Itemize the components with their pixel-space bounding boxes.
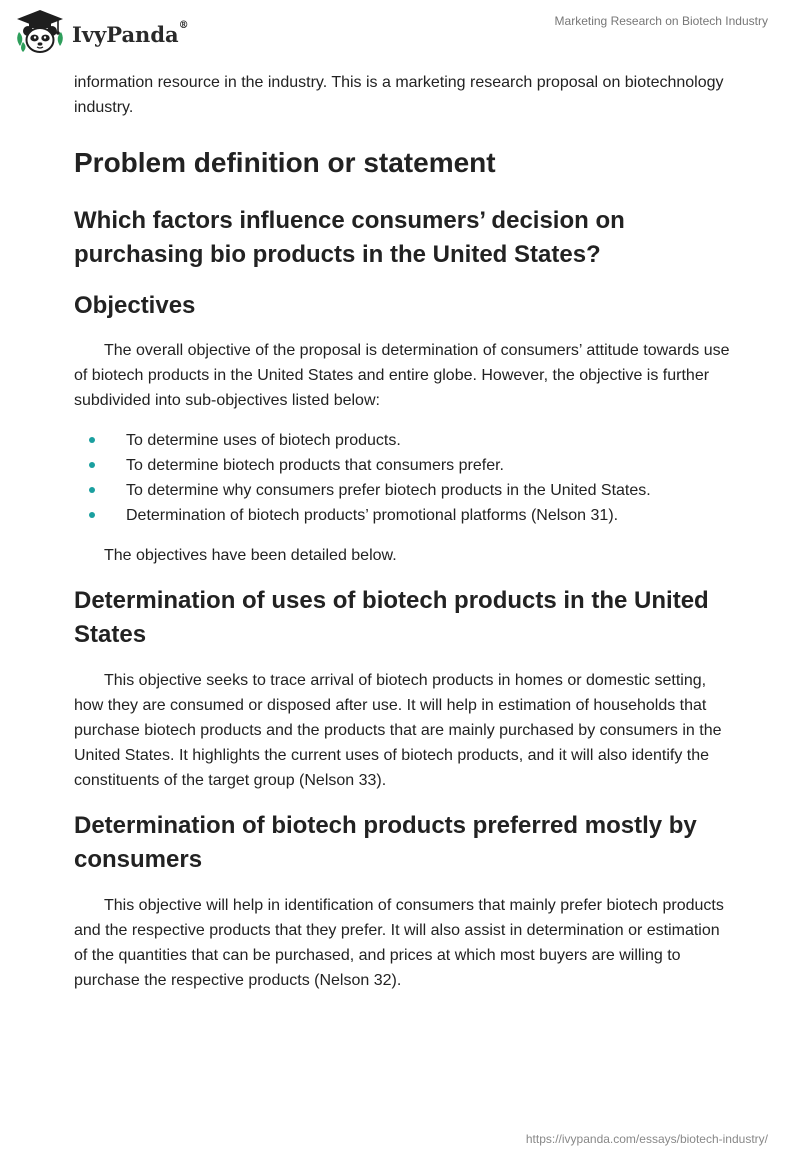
bullet-icon (89, 462, 95, 468)
list-item: Determination of biotech products’ promotional platforms (Nelson 31). (74, 503, 734, 528)
bullet-icon (89, 512, 95, 518)
page-header (0, 0, 800, 60)
list-item: To determine uses of biotech products. (74, 428, 734, 453)
bullet-icon (89, 487, 95, 493)
brand-name: IvyPanda® (72, 19, 189, 47)
list-item: To determine biotech products that consumers prefer. (74, 453, 734, 478)
registered-mark: ® (178, 19, 189, 31)
source-url[interactable]: https://ivypanda.com/essays/biotech-industry/ (525, 1132, 768, 1146)
objectives-detail-text: The objectives have been detailed below. (104, 547, 397, 564)
preferred-products-paragraph: This objective will help in identification of consumers that mainly prefer biotech products and the respective products that they prefer. It will also assist in determination or estimation of the quantities that can be purchased, and prices at which most buyers are willing to purchase the respective products (Nelson 32). (74, 897, 724, 989)
uses-paragraph: This objective seeks to trace arrival of biotech products in homes or domestic setting, how they are consumed or disposed after use. It will help in estimation of households that purchase biotech products and the products that are mainly purchased by consumers in the United States. It highlights the current uses of biotech products, and it will also identify the constituents of the target group (Nelson 33). (74, 672, 722, 789)
objectives-heading: Objectives (74, 292, 196, 319)
uses-heading: Determination of uses of biotech products in the United States (74, 587, 709, 648)
ivypanda-logo[interactable] (14, 8, 189, 56)
objectives-paragraph: The overall objective of the proposal is determination of consumers’ attitude towards use of biotech products in the United States and entire globe. However, the objective is further subdivided into sub-objectives listed below: (74, 342, 730, 409)
problem-heading: Problem definition or statement (74, 147, 496, 178)
essay-content (74, 70, 734, 993)
objectives-list (74, 428, 734, 528)
intro-paragraph: information resource in the industry. This is a marketing research proposal on biotechnology industry. (74, 74, 724, 116)
preferred-products-heading: Determination of biotech products preferred mostly by consumers (74, 812, 697, 873)
bullet-icon (89, 437, 95, 443)
document-title: Marketing Research on Biotech Industry (554, 14, 768, 28)
research-question-heading: Which factors influence consumers’ decision on purchasing bio products in the United States? (74, 207, 625, 268)
list-item: To determine why consumers prefer biotech products in the United States. (74, 478, 734, 503)
panda-graduate-icon (14, 8, 66, 56)
